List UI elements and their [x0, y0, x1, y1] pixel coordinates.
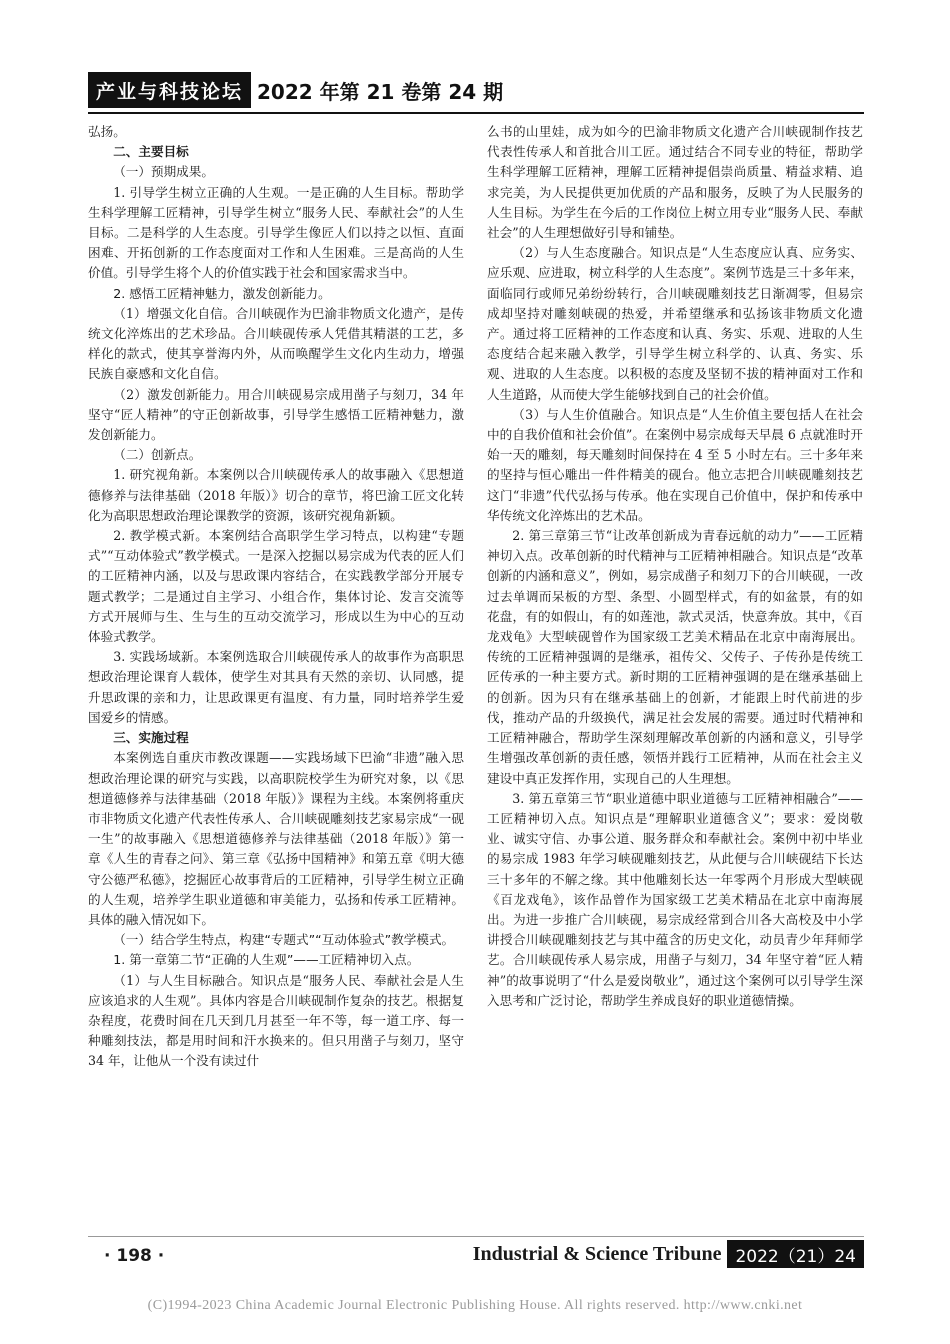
footer-journal [473, 1240, 864, 1268]
page-number: · 198 · [104, 1246, 165, 1266]
paragraph: （2）激发创新能力。用合川峡砚易宗成用凿子与刻刀，34 年坚守“匠人精神”的守正创新故事，引导学生感悟工匠精神魅力，激发创新能力。 [88, 386, 464, 443]
paragraph: 么书的山里娃，成为如今的巴渝非物质文化遗产合川峡砚制作技艺代表性传承人和首批合川工匠。通过结合不同专业的特征，帮助学生科学理解工匠精神，理解工匠精神提倡崇尚质量、精益求精、追求完美，为人民提供更加优质的产品和服务，反映了为人民服务的人生目标。为学生在今后的工作岗位上树立用专业“服务人民、奉献社会”的人生理想做好引导和铺垫。 [487, 124, 863, 241]
journal-brand: 产业与科技论坛 [88, 72, 251, 108]
paragraph: 2. 教学模式新。本案例结合高职学生学习特点，以构建“专题式”“互动体验式”教学模式。一是深入挖掘以易宗成为代表的匠人们的工匠精神内涵，以及与思政课内容结合，在实践教学部分开展专题式教学；二是通过自主学习、小组合作，集体讨论、发言交流等方式开展师与生、生与生的互动交流学习，形成以生为中心的互动体验式教学。 [88, 528, 464, 645]
paragraph: 1. 引导学生树立正确的人生观。一是正确的人生目标。帮助学生科学理解工匠精神，引导学生树立“服务人民、奉献社会”的人生目标。二是科学的人生态度。引导学生像匠人们以持之以恒、直面困难、开拓创新的工作态度面对工作和人生困难。三是高尚的人生价值。引导学生将个人的价值实践于社会和国家需求当中。 [88, 184, 464, 281]
paragraph: （1）与人生目标融合。知识点是“服务人民、奉献社会是人生应该追求的人生观”。具体内容是合川峡砚制作复杂的技艺。根据复杂程度，花费时间在几天到几月甚至一年不等，每一道工序、每一种雕刻技法，都是用时间和汗水换来的。但只用凿子与刻刀，坚守 34 年，让他从一个没有读过什 [88, 972, 464, 1069]
running-header [88, 72, 503, 108]
paragraph: 1. 第一章第二节“正确的人生观”——工匠精神切入点。 [113, 952, 420, 968]
paragraph: 1. 研究视角新。本案例以合川峡砚传承人的故事融入《思想道德修养与法律基础（2018 年版）》切合的章节，将巴渝工匠文化转化为高职思想政治理论课教学的资源，该研究视角新颖。 [88, 467, 464, 523]
paragraph: （一）结合学生特点，构建“专题式”“互动体验式”教学模式。 [113, 932, 455, 948]
section-heading: 二、主要目标 [113, 144, 189, 160]
paragraph: 2. 第三章第三节“让改革创新成为青春远航的动力”——工匠精神切入点。改革创新的时代精神与工匠精神相融合。知识点是“改革创新的内涵和意义”，例如，易宗成凿子和刻刀下的合川峡砚，一改过去单调而呆板的方型、条型、小圆型样式，有的如盆景，有的如花盘，有的如假山，有的如莲池，款式灵活，快意奔放。其中，《百龙戏龟》大型峡砚曾作为国家级工艺美术精品在北京中南海展出。传统的工匠精神强调的是继承，祖传父、父传子、子传孙是传统工匠传承的一种主要方式。新时期的工匠精神强调的是在继承基础上的创新。因为只有在继承基础上的创新，才能跟上时代前进的步伐，推动产品的升级换代，满足社会发展的需要。通过时代精神和工匠精神融合，帮助学生深刻理解改革创新的内涵和意义，引导学生增强改革创新的责任感，领悟并践行工匠精神，从而在社会主义建设中真正发挥作用，实现自己的人生理想。 [487, 528, 863, 786]
issue-info: 2022 年第 21 卷第 24 期 [257, 79, 504, 104]
paragraph: （一）预期成果。 [113, 164, 214, 180]
copyright-notice: (C)1994-2023 China Academic Journal Electronic Publishing House. All rights reserved. http://www.cnki.net [147, 1298, 803, 1313]
paragraph: 弘扬。 [88, 124, 126, 139]
right-column [487, 122, 863, 1217]
paragraph: （2）与人生态度融合。知识点是“人生态度应认真、应务实、应乐观、应进取，树立科学的人生态度”。案例节选是三十多年来，面临同行或师兄弟纷纷转行，合川峡砚雕刻技艺日渐凋零，但易宗成却坚持对雕刻峡砚的热爱，并希望继承和弘扬该非物质文化遗产。通过将工匠精神的工作态度和认真、务实、乐观、进取的人生态度结合起来融入教学，引导学生树立科学的、认真、务实、乐观、进取的人生态度。以积极的态度及坚韧不拔的精神面对工作和人生道路，从而使大学生能够找到自己的社会价值。 [487, 245, 863, 402]
paragraph: （二）创新点。 [113, 447, 202, 463]
volume-badge: 2022（21）24 [727, 1240, 864, 1268]
journal-title-en: Industrial & Science Tribune [472, 1242, 722, 1265]
paragraph: （1）增强文化自信。合川峡砚作为巴渝非物质文化遗产，是传统文化淬炼出的艺术珍品。合川峡砚传承人凭借其精湛的工艺，多样化的款式，使其享誉海内外，从而唤醒学生文化内生动力，增强民族自豪感和文化自信。 [88, 305, 464, 382]
paragraph: 3. 实践场域新。本案例选取合川峡砚传承人的故事作为高职思想政治理论课育人载体，使学生对其具有天然的亲切、认同感，提升思政课的亲和力，让思政课更有温度、有力量，同时培养学生爱国爱乡的情感。 [88, 649, 464, 725]
left-column [88, 122, 464, 1217]
header-rule [88, 112, 864, 114]
footer-rule [88, 1236, 864, 1237]
section-heading: 三、实施过程 [113, 730, 189, 746]
paragraph: 3. 第五章第三节“职业道德中职业道德与工匠精神相融合”——工匠精神切入点。知识点是“理解职业道德含义”；要求：爱岗敬业、诚实守信、办事公道、服务群众和奉献社会。案例中初中毕业的易宗成 1983 年学习峡砚雕刻技艺，从此便与合川峡砚结下长达三十多年的不解之缘。其中他雕刻长达一年零两个月形成大型峡砚《百龙戏龟》，该作品曾作为国家级工艺美术精品在北京中南海展出。为进一步推广合川峡砚，易宗成经常到合川各大高校及中小学讲授合川峡砚雕刻技艺与其中蕴含的历史文化，动员青少年拜师学艺。合川峡砚传承人易宗成，用凿子与刻刀，34 年坚守着“匠人精神”的故事说明了“什么是爱岗敬业”，通过这个案例可以引导学生深入思考和广泛讨论，帮助学生养成良好的职业道德情操。 [487, 790, 863, 1008]
paragraph: （3）与人生价值融合。知识点是“人生价值主要包括人在社会中的自我价值和社会价值”。在案例中易宗成每天早晨 6 点就准时开始一天的雕刻，每天雕刻时间保持在 4 至 5 小时左右。三十多年来的坚持与恒心雕出一件件精美的砚台。他立志把合川峡砚雕刻技艺这门“非遗”代代弘扬与传承。他在实现自己价值中，保护和传承中华传统文化淬炼出的艺术品。 [487, 406, 863, 523]
paragraph: 本案例选自重庆市教改课题——实践场域下巴渝“非遗”融入思想政治理论课的研究与实践，以高职院校学生为研究对象，以《思想道德修养与法律基础（2018 年版）》课程为主线。本案例将重庆市非物质文化遗产代表性传承人、合川峡砚雕刻技艺家易宗成“一砚一生”的故事融入《思想道德修养与法律基础（2018 年版）》第一章《人生的青春之问》、第三章《弘扬中国精神》和第五章《明大德守公德严私德》，挖掘匠心故事背后的工匠精神，引导学生树立正确的人生观，培养学生职业道德和审美能力，弘扬和传承工匠精神。具体的融入情况如下。 [88, 750, 464, 927]
paragraph: 2. 感悟工匠精神魅力，激发创新能力。 [113, 285, 331, 301]
